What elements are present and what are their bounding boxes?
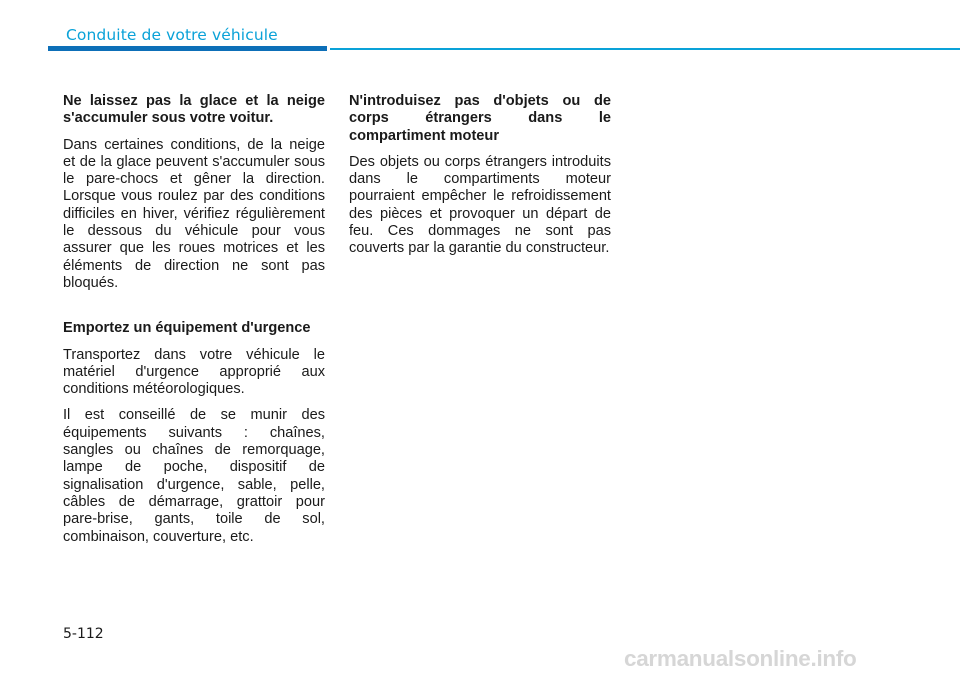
heading-emergency-equipment: Emportez un équipement d'urgence xyxy=(63,320,311,337)
left-column xyxy=(63,93,325,555)
section-title: Conduite de votre véhicule xyxy=(66,26,278,44)
heading-ice-snow: Ne laissez pas la glace et la neige s'accumuler sous votre voitur. xyxy=(63,93,325,127)
paragraph-emergency-equipment-1: Transportez dans votre véhicule le matériel d'urgence approprié aux conditions météorologiques. xyxy=(63,346,325,398)
paragraph-emergency-equipment-2: Il est conseillé de se munir des équipements suivants : chaînes, sangles ou chaînes de remorquage, lampe de poche, dispositif de signalisation d'urgence, sable, pelle, câbles de démarrage, grattoir pour pare-brise, gants, toile de sol, combinaison, couverture, etc. xyxy=(63,407,325,545)
page-number: 5-112 xyxy=(63,626,104,642)
heading-foreign-objects: N'introduisez pas d'objets ou de corps étrangers dans le compartiment moteur xyxy=(349,93,611,144)
header-rule-thin xyxy=(330,48,960,50)
section-spacer xyxy=(63,301,325,320)
header-rule-thick xyxy=(48,46,327,51)
paragraph-ice-snow: Dans certaines conditions, de la neige et de la glace peuvent s'accumuler sous le pare-chocs et gêner la direction. Lorsque vous roulez par des conditions difficiles en hiver, vérifiez régulièrement le dessous du véhicule pour vous assurer que les roues motrices et les éléments de direction ne sont pas bloqués. xyxy=(63,136,325,291)
right-column xyxy=(349,93,611,267)
paragraph-foreign-objects: Des objets ou corps étrangers introduits dans le compartiments moteur pourraient empêcher le refroidissement des pièces et provoquer un départ de feu. Ces dommages ne sont pas couverts par la garantie du constructeur. xyxy=(349,153,611,257)
watermark: carmanualsonline.info xyxy=(624,646,857,671)
